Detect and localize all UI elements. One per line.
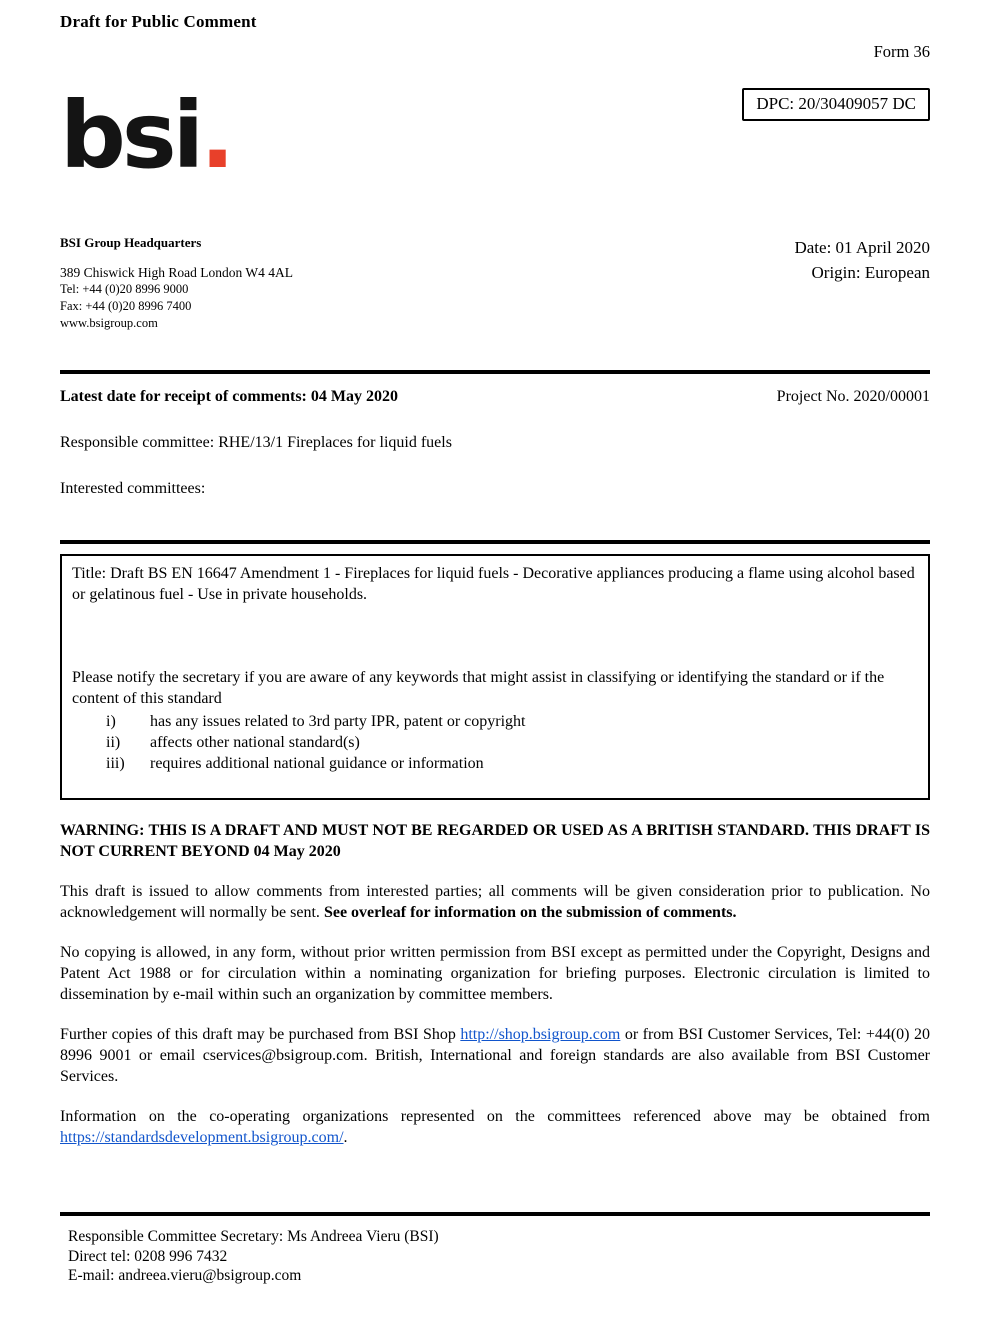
horizontal-rule-middle — [60, 540, 930, 544]
horizontal-rule-bottom — [60, 1212, 930, 1216]
bsi-logo — [60, 82, 236, 189]
secretary-email: E-mail: andreea.vieru@bsigroup.com — [68, 1267, 302, 1284]
standards-development-link[interactable]: https://standardsdevelopment.bsigroup.com/ — [60, 1129, 344, 1147]
responsible-committee: Responsible committee: RHE/13/1 Fireplaces for liquid fuels — [60, 434, 452, 452]
bsi-logo-dot: . — [200, 82, 236, 189]
keywords-list — [72, 711, 918, 774]
dpc-number-box — [742, 88, 930, 121]
paragraph-text: or from BSI Customer Services, Tel: +44(0) 20 8996 9001 or email cservices@bsigroup.com. British, International and foreign standards are also available from BSI Customer Services. — [60, 1026, 930, 1086]
see-overleaf-bold: See overleaf for information on the submission of comments. — [323, 904, 737, 922]
horizontal-rule-top — [60, 370, 930, 374]
logo-dpc-row — [60, 82, 930, 189]
hq-label: BSI Group Headquarters — [60, 235, 202, 251]
hq-fax: Fax: +44 (0)20 8996 7400 — [60, 299, 192, 314]
hq-address: 389 Chiswick High Road London W4 4AL — [60, 265, 293, 281]
project-number: Project No. 2020/00001 — [776, 388, 930, 406]
paragraph-text: This draft is issued to allow comments from interested parties; all comments will be given consideration prior to publication. No acknowledgement will normally be sent. — [60, 883, 930, 922]
committee-secretary: Responsible Committee Secretary: Ms Andreea Vieru (BSI) — [68, 1228, 439, 1245]
list-item-number: iii) — [106, 755, 125, 773]
contact-block — [60, 235, 293, 332]
hq-tel: Tel: +44 (0)20 8996 9000 — [60, 282, 189, 297]
paragraph-comments-issue — [60, 881, 930, 923]
list-item-number: ii) — [106, 734, 121, 752]
document-origin: Origin: European — [811, 263, 930, 283]
list-item-text: has any issues related to 3rd party IPR, patent or copyright — [150, 713, 526, 731]
bsi-logo-text: bsi — [60, 82, 201, 189]
comments-deadline-row — [60, 388, 930, 406]
paragraph-text: Further copies of this draft may be purchased from BSI Shop — [60, 1026, 461, 1044]
paragraph-text: . — [343, 1129, 348, 1147]
draft-for-public-comment-label: Draft for Public Comment — [60, 12, 257, 31]
paragraph-text: Information on the co-operating organizations represented on the committees referenced above may be obtained from — [60, 1108, 930, 1126]
date-origin-block — [794, 235, 930, 332]
list-item — [72, 711, 918, 732]
contact-meta-row — [60, 235, 930, 332]
list-item — [72, 732, 918, 753]
footer-section — [60, 1212, 930, 1286]
secretary-direct-tel: Direct tel: 0208 996 7432 — [68, 1247, 228, 1265]
latest-date-label: Latest date for receipt of comments: 04 May 2020 — [60, 388, 398, 406]
draft-warning: WARNING: THIS IS A DRAFT AND MUST NOT BE REGARDED OR USED AS A BRITISH STANDARD. THIS DRAFT IS NOT CURRENT BEYOND 04 May 2020 — [60, 822, 930, 861]
list-item-text: requires additional national guidance or information — [150, 755, 484, 773]
footer-contact-block — [68, 1227, 930, 1286]
document-date: Date: 01 April 2020 — [794, 238, 930, 258]
dpc-number: DPC: 20/30409057 DC — [756, 94, 916, 113]
paragraph-further-copies — [60, 1024, 930, 1087]
hq-website: www.bsigroup.com — [60, 316, 158, 331]
bsi-shop-link[interactable]: http://shop.bsigroup.com — [460, 1026, 621, 1044]
standard-title: Title: Draft BS EN 16647 Amendment 1 - Fireplaces for liquid fuels - Decorative appliances producing a flame using alcohol based or gelatinous fuel - Use in private households. — [72, 565, 915, 604]
paragraph-cooperating-orgs — [60, 1106, 930, 1148]
interested-committees: Interested committees: — [60, 480, 206, 498]
keywords-notify-text: Please notify the secretary if you are aware of any keywords that might assist in classifying or identifying the standard or if the content of this standard — [72, 669, 885, 708]
list-item-text: affects other national standard(s) — [150, 734, 360, 752]
form-number: Form 36 — [873, 42, 930, 61]
list-item-number: i) — [106, 713, 116, 731]
title-box — [60, 554, 930, 800]
paragraph-no-copying: No copying is allowed, in any form, without prior written permission from BSI except as permitted under the Copyright, Designs and Patent Act 1988 or for circulation within a nominating organization for briefing purposes. Electronic circulation is limited to dissemination by e-mail within such an organization by committee members. — [60, 944, 930, 1004]
list-item — [72, 753, 918, 774]
